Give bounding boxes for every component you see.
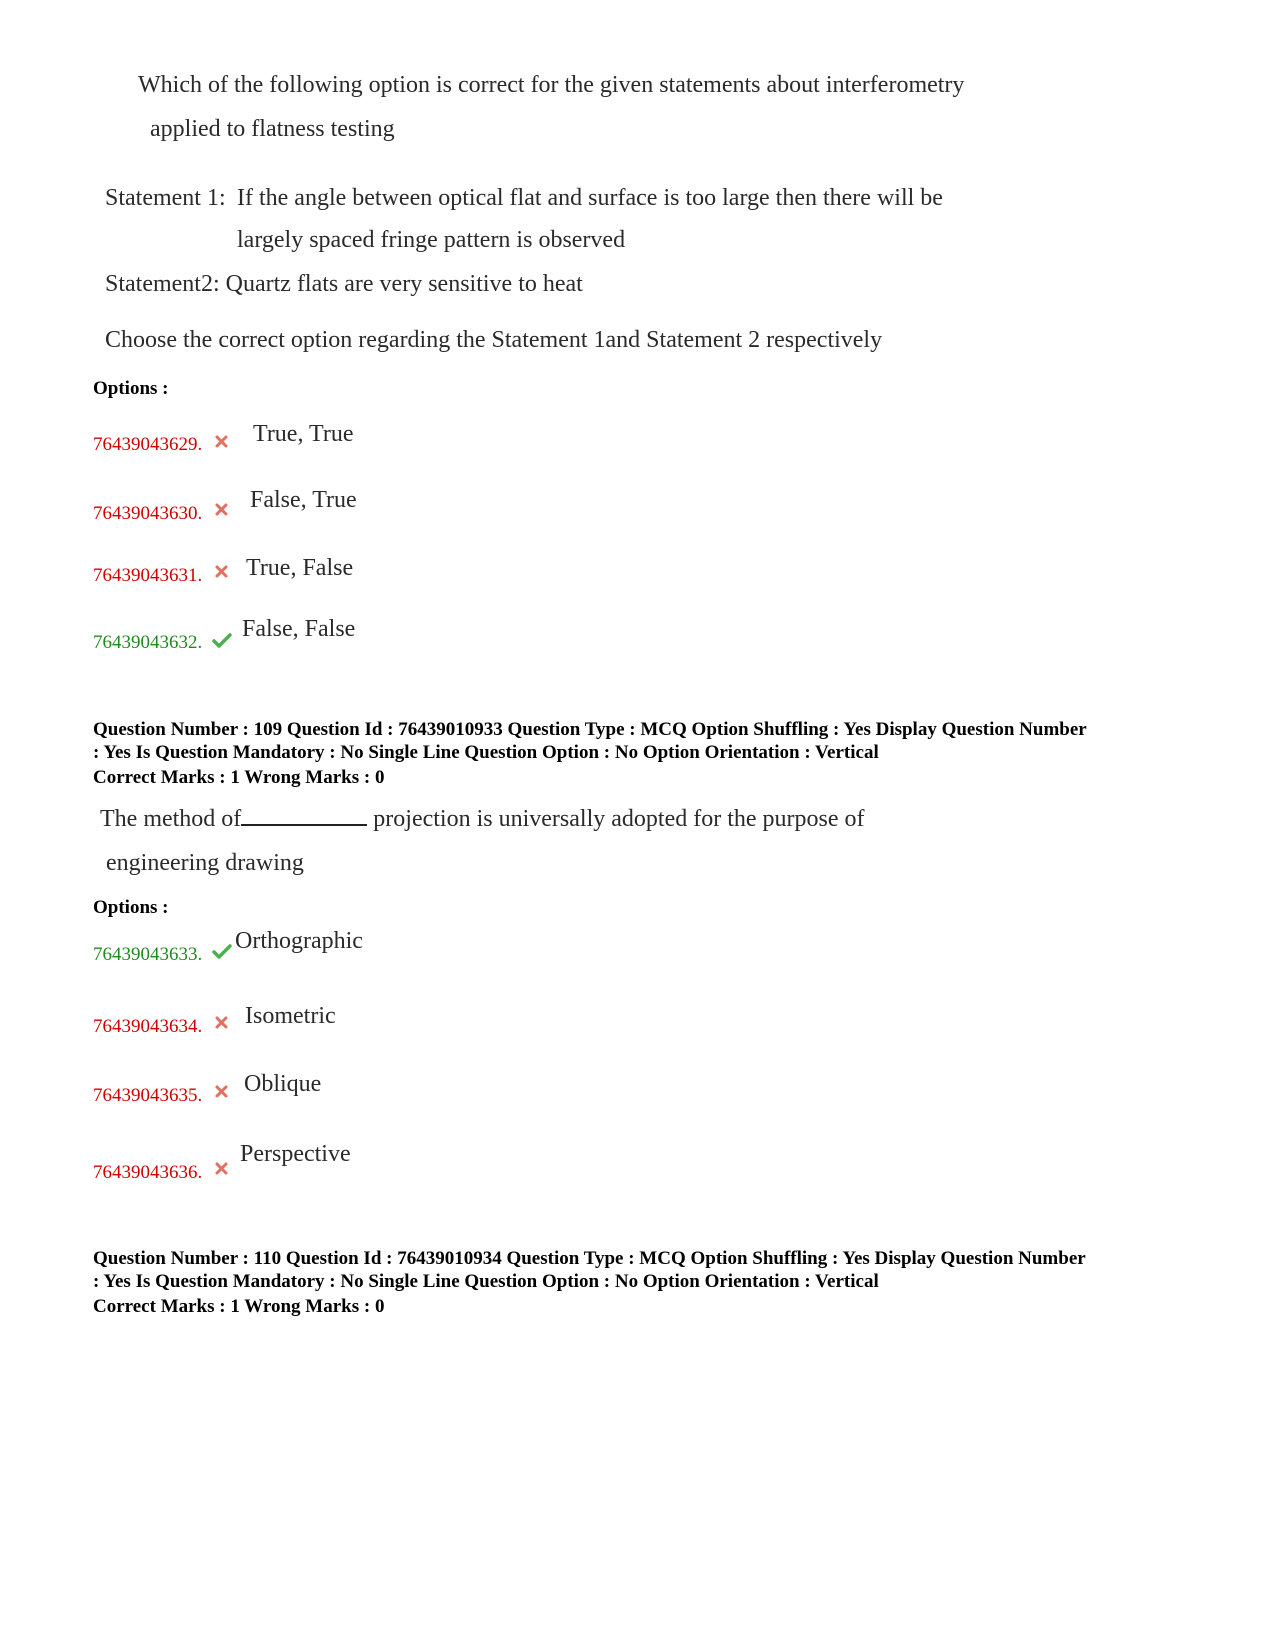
option-text: Perspective: [240, 1141, 351, 1167]
fill-in-blank: [241, 806, 367, 826]
option-id: 76439043629.: [93, 434, 203, 455]
question-meta-line2: : Yes Is Question Mandatory : No Single Line Question Option : No Option Orientation : Vertical: [93, 742, 879, 763]
question-marks: Correct Marks : 1 Wrong Marks : 0: [93, 767, 385, 788]
statement1-line2: largely spaced fringe pattern is observed: [237, 227, 626, 253]
question-text-line1: [100, 806, 865, 833]
options-label: Options :: [93, 378, 169, 399]
option-id: 76439043634.: [93, 1016, 203, 1037]
cross-icon: [214, 1015, 229, 1030]
option-id: 76439043636.: [93, 1162, 203, 1183]
option-id: 76439043632.: [93, 632, 203, 653]
option-id: 76439043633.: [93, 944, 203, 965]
question-meta: [93, 718, 1203, 764]
option-id: 76439043630.: [93, 503, 203, 524]
question-text-line2: engineering drawing: [106, 850, 304, 876]
question-text-line2: applied to flatness testing: [150, 116, 395, 142]
question-marks: Correct Marks : 1 Wrong Marks : 0: [93, 1296, 385, 1317]
option-text: False, False: [242, 616, 356, 642]
check-icon: [212, 632, 232, 649]
cross-icon: [214, 1161, 229, 1176]
option-text: Orthographic: [235, 928, 363, 954]
question-meta-line1: Question Number : 110 Question Id : 76439010934 Question Type : MCQ Option Shuffling : Yes Display Question Number: [93, 1248, 1086, 1269]
options-label: Options :: [93, 897, 169, 918]
question-instruction: Choose the correct option regarding the Statement 1and Statement 2 respectively: [105, 327, 883, 353]
option-text: True, True: [253, 421, 354, 447]
option-text: True, False: [246, 555, 354, 581]
question-text-part2: projection is universally adopted for the purpose of: [367, 806, 865, 832]
statement1-line1: If the angle between optical flat and surface is too large then there will be: [237, 185, 943, 211]
option-text: Oblique: [244, 1071, 322, 1097]
option-text: False, True: [250, 487, 357, 513]
question-text-line1: Which of the following option is correct for the given statements about interferometry: [138, 72, 965, 98]
statement1-label: Statement 1:: [105, 185, 226, 211]
check-icon: [212, 943, 232, 960]
question-meta-line1: Question Number : 109 Question Id : 76439010933 Question Type : MCQ Option Shuffling : Yes Display Question Number: [93, 719, 1087, 740]
question-meta: [93, 1247, 1203, 1293]
cross-icon: [214, 564, 229, 579]
statement2: Statement2: Quartz flats are very sensitive to heat: [105, 271, 583, 297]
option-id: 76439043631.: [93, 565, 203, 586]
question-meta-line2: : Yes Is Question Mandatory : No Single Line Question Option : No Option Orientation : Vertical: [93, 1271, 879, 1292]
question-text-part1: The method of: [100, 806, 242, 832]
option-text: Isometric: [245, 1003, 336, 1029]
cross-icon: [214, 434, 229, 449]
option-id: 76439043635.: [93, 1085, 203, 1106]
cross-icon: [214, 1084, 229, 1099]
cross-icon: [214, 502, 229, 517]
